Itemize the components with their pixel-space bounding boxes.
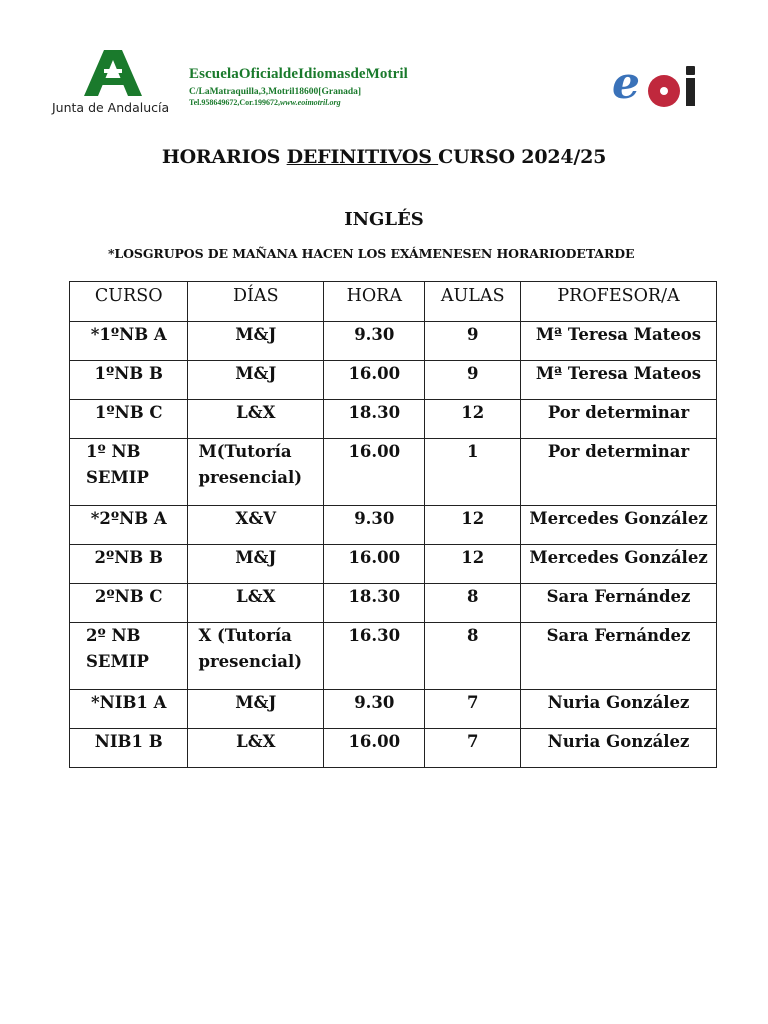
- table-row: [70, 729, 717, 768]
- cell-curso: [70, 623, 188, 690]
- cell-aula: 7: [425, 729, 521, 768]
- eoi-logo-o-icon: [648, 75, 680, 107]
- cell-curso-line: 2º NB: [86, 626, 141, 645]
- cell-hora: 16.00: [324, 545, 425, 584]
- title-prefix: HORARIOS: [161, 146, 287, 168]
- cell-dias: [188, 623, 324, 690]
- cell-curso: 2ºNB C: [70, 584, 188, 623]
- table-row: [70, 545, 717, 584]
- cell-aula: 12: [425, 400, 521, 439]
- schedule-table: [69, 281, 717, 768]
- cell-profesor: Mercedes González: [521, 545, 717, 584]
- cell-dias: M&J: [188, 545, 324, 584]
- cell-hora: 9.30: [324, 506, 425, 545]
- morning-groups-note: *LOSGRUPOS DE MAÑANA HACEN LOS EXÁMENESEN HORARIODETARDE: [108, 246, 635, 261]
- cell-curso-line: 1º NB: [86, 442, 141, 461]
- cell-hora: 16.00: [324, 729, 425, 768]
- cell-dias-line: X (Tutoría: [198, 626, 292, 645]
- cell-profesor: Nuria González: [521, 729, 717, 768]
- cell-curso: *2ºNB A: [70, 506, 188, 545]
- cell-dias-line: M(Tutoría: [198, 442, 292, 461]
- cell-profesor: Mercedes González: [521, 506, 717, 545]
- cell-profesor: Mª Teresa Mateos: [521, 322, 717, 361]
- cell-hora: 9.30: [324, 690, 425, 729]
- school-name: EscuelaOficialdeIdiomasdeMotril: [189, 66, 408, 82]
- cell-aula: 9: [425, 361, 521, 400]
- school-contact: [189, 98, 489, 107]
- cell-curso: *NIB1 A: [70, 690, 188, 729]
- school-tel: Tel.958649672,Cor.199672,: [189, 98, 280, 107]
- school-address: C/LaMatraquilla,3,Motril18600[Granada]: [189, 87, 362, 97]
- eoi-logo-i-dot-icon: [686, 66, 695, 75]
- col-header-hora: HORA: [324, 282, 425, 322]
- cell-dias: L&X: [188, 400, 324, 439]
- cell-dias: [188, 439, 324, 506]
- cell-profesor: Por determinar: [521, 439, 717, 506]
- cell-hora: 16.00: [324, 361, 425, 400]
- col-header-profesor: PROFESOR/A: [521, 282, 717, 322]
- cell-aula: 1: [425, 439, 521, 506]
- cell-dias: M&J: [188, 361, 324, 400]
- table-row: [70, 506, 717, 545]
- cell-curso-line: SEMIP: [86, 468, 149, 487]
- school-info: [189, 66, 489, 107]
- junta-de-andalucia-name: Junta de Andalucía: [52, 100, 170, 115]
- eoi-logo-i-stem-icon: [686, 78, 695, 106]
- cell-hora: 9.30: [324, 322, 425, 361]
- cell-curso: 1ºNB C: [70, 400, 188, 439]
- table-row: [70, 322, 717, 361]
- cell-hora: 16.30: [324, 623, 425, 690]
- cell-profesor: Nuria González: [521, 690, 717, 729]
- title-suffix: CURSO 2024/25: [438, 146, 607, 168]
- eoi-logo-e: e: [612, 58, 640, 109]
- cell-curso: [70, 439, 188, 506]
- cell-hora: 18.30: [324, 400, 425, 439]
- cell-aula: 8: [425, 584, 521, 623]
- school-web: www.eoimotril.org: [279, 98, 341, 107]
- table-row: [70, 623, 717, 690]
- cell-curso: NIB1 B: [70, 729, 188, 768]
- table-row: [70, 400, 717, 439]
- table-row: [70, 361, 717, 400]
- col-header-aulas: AULAS: [425, 282, 521, 322]
- cell-dias: M&J: [188, 690, 324, 729]
- subject-heading: INGLÉS: [344, 209, 424, 230]
- cell-curso: *1ºNB A: [70, 322, 188, 361]
- table-row: [70, 584, 717, 623]
- cell-curso-line: SEMIP: [86, 652, 149, 671]
- cell-curso: 1ºNB B: [70, 361, 188, 400]
- table-row: [70, 439, 717, 506]
- cell-aula: 9: [425, 322, 521, 361]
- cell-dias-line: presencial): [198, 652, 303, 671]
- cell-aula: 7: [425, 690, 521, 729]
- title-underlined: DEFINITIVOS: [286, 146, 439, 168]
- cell-curso: 2ºNB B: [70, 545, 188, 584]
- cell-aula: 12: [425, 545, 521, 584]
- table-row: [70, 690, 717, 729]
- cell-dias: L&X: [188, 584, 324, 623]
- cell-aula: 12: [425, 506, 521, 545]
- col-header-dias: DÍAS: [188, 282, 324, 322]
- cell-dias: X&V: [188, 506, 324, 545]
- cell-aula: 8: [425, 623, 521, 690]
- cell-profesor: Sara Fernández: [521, 584, 717, 623]
- cell-profesor: Mª Teresa Mateos: [521, 361, 717, 400]
- page-title: [0, 146, 768, 168]
- cell-hora: 18.30: [324, 584, 425, 623]
- eoi-logo: [612, 58, 704, 110]
- cell-hora: 16.00: [324, 439, 425, 506]
- junta-de-andalucia-logo: [52, 48, 178, 118]
- cell-profesor: Sara Fernández: [521, 623, 717, 690]
- andalucia-a-icon: [82, 48, 144, 98]
- cell-dias-line: presencial): [198, 468, 303, 487]
- table-header-row: [70, 282, 717, 322]
- cell-dias: L&X: [188, 729, 324, 768]
- col-header-curso: CURSO: [70, 282, 188, 322]
- letterhead: [0, 0, 768, 130]
- cell-profesor: Por determinar: [521, 400, 717, 439]
- cell-dias: M&J: [188, 322, 324, 361]
